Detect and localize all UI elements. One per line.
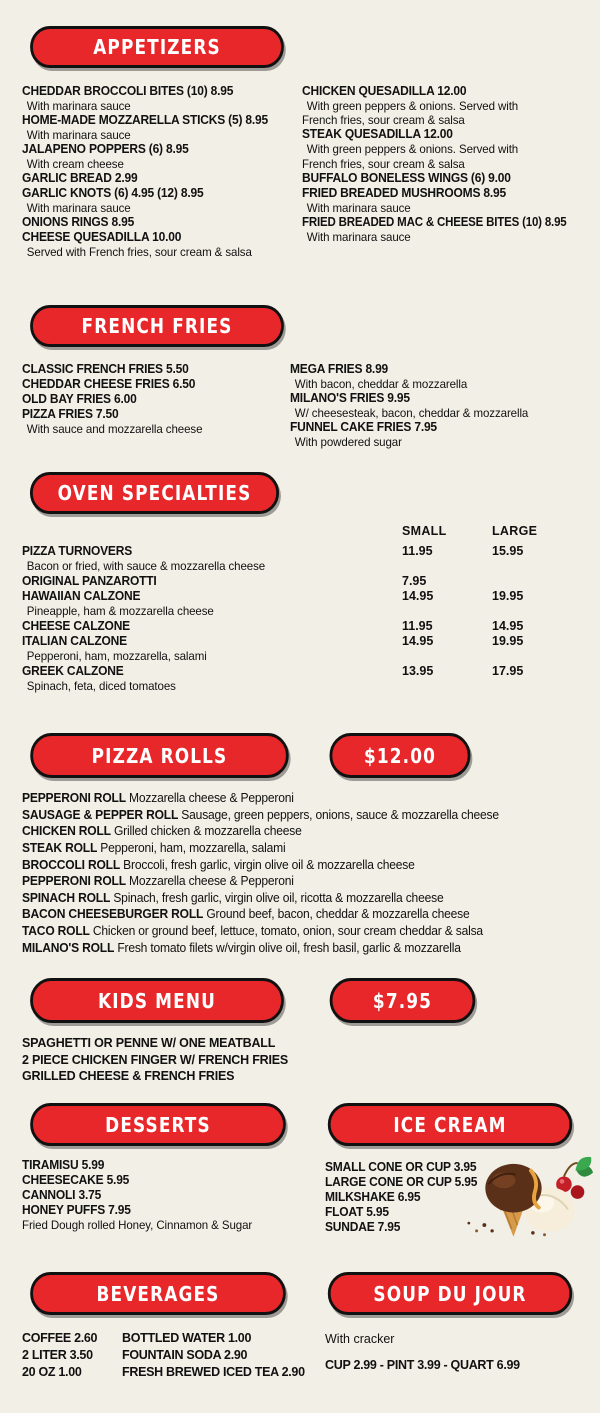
appetizers-left-column: [22, 84, 302, 259]
roll-desc: Mozzarella cheese & Pepperoni: [125, 791, 294, 805]
beverages-column-2: [122, 1330, 312, 1380]
oven-item-large-price: 14.95: [492, 619, 524, 633]
menu-item: HOME-MADE MOZZARELLA STICKS (5) 8.95: [22, 113, 268, 128]
oven-item-small-price: 14.95: [402, 634, 434, 648]
section-header-soup-du-jour-label: SOUP DU JOUR: [373, 1281, 527, 1306]
menu-item-desc: With sauce and mozzarella cheese: [26, 421, 203, 436]
menu-item-desc: With marinara sauce: [26, 201, 131, 216]
menu-item: BUFFALO BONELESS WINGS (6) 9.00: [302, 170, 511, 185]
oven-item-large-price: 19.95: [492, 634, 524, 648]
menu-item: CHICKEN QUESADILLA 12.00: [302, 84, 467, 98]
section-header-soup-du-jour: [328, 1272, 572, 1315]
menu-item: LARGE CONE OR CUP 5.95: [325, 1174, 478, 1189]
roll-name: SPINACH ROLL: [22, 890, 111, 905]
section-header-kids-menu: [30, 978, 284, 1023]
section-header-appetizers-label: APPETIZERS: [93, 35, 221, 59]
soup-note: With cracker: [325, 1332, 395, 1346]
oven-item-large-price: 19.95: [492, 589, 524, 603]
menu-item-desc: With green peppers & onions. Served with: [306, 142, 519, 157]
ice-cream-illustration-icon: [430, 1148, 595, 1240]
list-item: 2 PIECE CHICKEN FINGER W/ FRENCH FRIES: [22, 1052, 289, 1067]
menu-item: TIRAMISU 5.99: [22, 1158, 105, 1172]
roll-desc: Broccoli, fresh garlic, virgin olive oil & mozzarella cheese: [120, 857, 415, 872]
roll-name: BACON CHEESEBURGER ROLL: [22, 907, 204, 922]
list-item: [22, 823, 572, 840]
section-header-ice-cream-label: ICE CREAM: [393, 1112, 507, 1137]
oven-item-name: CHEESE CALZONE: [22, 619, 130, 633]
menu-item: GARLIC BREAD 2.99: [22, 171, 138, 186]
section-header-french-fries-label: FRENCH FRIES: [81, 314, 233, 338]
oven-item-large-price: 17.95: [492, 664, 524, 678]
kids-menu-price-badge: [330, 978, 476, 1023]
menu-item-desc: French fries, sour cream & salsa: [302, 113, 465, 128]
menu-item-desc: W/ cheesesteak, bacon, cheddar & mozzarella: [294, 406, 529, 421]
roll-name: SAUSAGE & PEPPER ROLL: [22, 807, 179, 822]
french-fries-left-column: [22, 362, 287, 436]
roll-desc: Fresh tomato filets w/virgin olive oil, fresh basil, garlic & mozzarella: [114, 940, 461, 955]
section-header-oven-specialties: [30, 472, 279, 514]
menu-item: MEGA FRIES 8.99: [290, 362, 389, 376]
soup-prices: CUP 2.99 - PINT 3.99 - QUART 6.99: [325, 1357, 520, 1372]
oven-item-small-price: 11.95: [402, 544, 433, 558]
menu-item: SMALL CONE OR CUP 3.95: [325, 1160, 477, 1174]
oven-item-name: ORIGINAL PANZAROTTI: [22, 574, 157, 588]
menu-item: STEAK QUESADILLA 12.00: [302, 127, 453, 142]
list-item: [22, 857, 572, 874]
oven-item-desc: Bacon or fried, with sauce & mozzarella cheese: [26, 559, 266, 573]
oven-item-desc: Pepperoni, ham, mozzarella, salami: [26, 649, 207, 663]
menu-item: FLOAT 5.95: [325, 1204, 389, 1219]
oven-item-desc: Pineapple, ham & mozzarella cheese: [26, 604, 214, 618]
section-header-beverages-label: BEVERAGES: [96, 1281, 220, 1306]
roll-desc: Spinach, fresh garlic, virgin olive oil, ricotta & mozzarella cheese: [110, 890, 444, 905]
roll-desc: Chicken or ground beef, lettuce, tomato, onion, sour cream cheddar & salsa: [89, 924, 483, 938]
menu-item-desc: With green peppers & onions. Served with: [306, 98, 519, 113]
roll-name: TACO ROLL: [22, 924, 90, 938]
oven-item-name: HAWAIIAN CALZONE: [22, 589, 141, 603]
menu-item: CHEDDAR CHEESE FRIES 6.50: [22, 376, 196, 391]
section-header-french-fries: [30, 305, 284, 347]
oven-col-large-header: LARGE: [492, 524, 538, 538]
beverages-column-1: [22, 1330, 122, 1380]
soup-details: [325, 1330, 585, 1374]
menu-item: CHEESECAKE 5.95: [22, 1172, 130, 1187]
oven-col-small-header: SMALL: [402, 524, 447, 538]
roll-name: MILANO'S ROLL: [22, 940, 115, 955]
oven-item-desc: Spinach, feta, diced tomatoes: [26, 679, 176, 693]
section-header-kids-menu-label: KIDS MENU: [98, 988, 216, 1013]
roll-desc: Pepperoni, ham, mozzarella, salami: [97, 840, 286, 855]
section-header-appetizers: [30, 26, 284, 68]
roll-name: PEPPERONI ROLL: [22, 874, 126, 889]
list-item: COFFEE 2.60: [22, 1331, 98, 1345]
roll-name: CHICKEN ROLL: [22, 824, 111, 839]
list-item: [22, 873, 572, 890]
section-header-desserts-label: DESSERTS: [105, 1112, 211, 1137]
list-item: [22, 906, 572, 923]
roll-desc: Grilled chicken & mozzarella cheese: [110, 824, 302, 839]
appetizers-right-column: [302, 84, 592, 244]
menu-item: GARLIC KNOTS (6) 4.95 (12) 8.95: [22, 186, 204, 201]
oven-item-small-price: 7.95: [402, 574, 427, 588]
menu-item: ONIONS RINGS 8.95: [22, 215, 135, 230]
menu-item: CHEESE QUESADILLA 10.00: [22, 230, 182, 245]
section-header-ice-cream: [328, 1103, 572, 1146]
menu-item: FUNNEL CAKE FRIES 7.95: [290, 420, 437, 435]
list-item: SPAGHETTI OR PENNE W/ ONE MEATBALL: [22, 1036, 276, 1050]
menu-item: HONEY PUFFS 7.95: [22, 1202, 131, 1217]
menu-item: PIZZA FRIES 7.50: [22, 406, 119, 421]
list-item: GRILLED CHEESE & FRENCH FRIES: [22, 1069, 235, 1083]
desserts-list: [22, 1158, 302, 1232]
menu-item-desc: With marinara sauce: [26, 128, 131, 143]
roll-name: STEAK ROLL: [22, 840, 98, 855]
menu-item: MILKSHAKE 6.95: [325, 1189, 421, 1204]
section-header-pizza-rolls-label: PIZZA ROLLS: [91, 743, 228, 768]
menu-item: CHEDDAR BROCCOLI BITES (10) 8.95: [22, 84, 234, 98]
oven-specialties-table: [22, 524, 582, 694]
menu-item-desc: With marinara sauce: [26, 98, 131, 113]
menu-item: FRIED BREADED MAC & CHEESE BITES (10) 8.95: [302, 214, 567, 229]
roll-name: BROCCOLI ROLL: [22, 857, 121, 872]
menu-item-desc: Fried Dough rolled Honey, Cinnamon & Sugar: [22, 1217, 253, 1232]
menu-item-desc: With bacon, cheddar & mozzarella: [294, 376, 468, 391]
menu-item: CLASSIC FRENCH FRIES 5.50: [22, 362, 189, 376]
list-item: [22, 840, 572, 857]
pizza-rolls-list: [22, 790, 592, 956]
section-header-beverages: [30, 1272, 286, 1315]
menu-item-desc: With marinara sauce: [306, 229, 411, 244]
roll-desc: Mozzarella cheese & Pepperoni: [125, 874, 294, 889]
section-header-oven-specialties-label: OVEN SPECIALTIES: [57, 481, 252, 505]
list-item: [22, 940, 572, 957]
menu-item: SUNDAE 7.95: [325, 1219, 401, 1234]
roll-desc: Sausage, green peppers, onions, sauce & mozzarella cheese: [178, 807, 499, 822]
menu-item: FRIED BREADED MUSHROOMS 8.95: [302, 185, 506, 200]
oven-item-name: ITALIAN CALZONE: [22, 634, 127, 648]
menu-item-desc: With cream cheese: [26, 157, 124, 172]
list-item: FOUNTAIN SODA 2.90: [122, 1347, 248, 1362]
list-item: 2 LITER 3.50: [22, 1347, 93, 1362]
pizza-rolls-price-label: $12.00: [363, 743, 437, 768]
oven-item-name: PIZZA TURNOVERS: [22, 544, 133, 558]
section-header-desserts: [30, 1103, 286, 1146]
menu-item-desc: French fries, sour cream & salsa: [302, 156, 465, 171]
oven-item-large-price: 15.95: [492, 544, 524, 558]
menu-item: MILANO'S FRIES 9.95: [290, 391, 410, 406]
section-header-pizza-rolls: [30, 733, 289, 778]
oven-item-small-price: 13.95: [402, 664, 434, 678]
roll-desc: Ground beef, bacon, cheddar & mozzarella cheese: [203, 907, 470, 922]
menu-item: JALAPENO POPPERS (6) 8.95: [22, 142, 189, 157]
menu-item: CANNOLI 3.75: [22, 1187, 102, 1202]
kids-menu-price-label: $7.95: [372, 988, 433, 1013]
oven-item-small-price: 11.95: [402, 619, 433, 633]
list-item: 20 OZ 1.00: [22, 1364, 82, 1379]
pizza-rolls-price-badge: [330, 733, 471, 778]
kids-menu-list: [22, 1035, 422, 1085]
oven-item-name: GREEK CALZONE: [22, 664, 124, 678]
roll-name: PEPPERONI ROLL: [22, 791, 126, 805]
menu-item-desc: With marinara sauce: [306, 200, 411, 215]
list-item: [22, 790, 572, 807]
french-fries-right-column: [290, 362, 590, 449]
list-item: [22, 923, 572, 940]
oven-item-small-price: 14.95: [402, 589, 434, 603]
list-item: [22, 807, 572, 824]
list-item: FRESH BREWED ICED TEA 2.90: [122, 1364, 305, 1379]
menu-item-desc: With powdered sugar: [294, 435, 402, 450]
menu-item: OLD BAY FRIES 6.00: [22, 391, 137, 406]
list-item: BOTTLED WATER 1.00: [122, 1331, 252, 1345]
menu-item-desc: Served with French fries, sour cream & salsa: [26, 245, 252, 260]
list-item: [22, 890, 572, 907]
